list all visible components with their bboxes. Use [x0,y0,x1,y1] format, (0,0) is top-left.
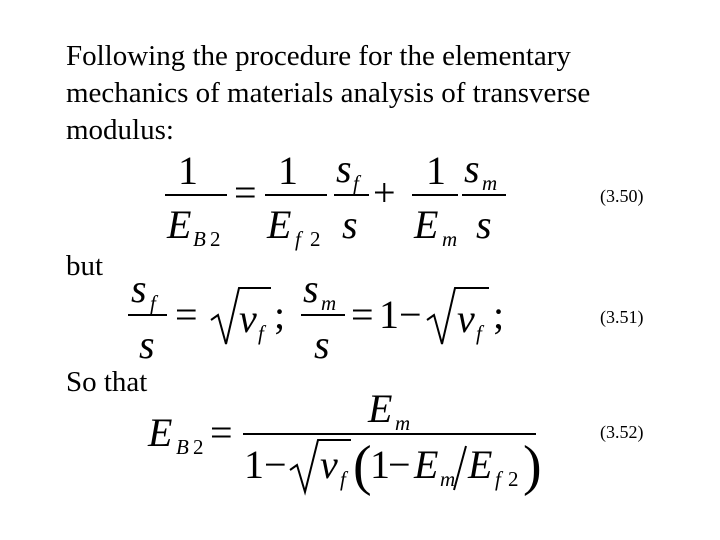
intro-paragraph: Following the procedure for the elementary mechanics of materials analysis of transverse modulus: [66,40,591,146]
svg-text:;: ; [493,292,505,337]
label-but: but [66,250,104,282]
svg-text:f: f [476,321,482,345]
svg-text:−: − [388,442,411,487]
svg-text:m: m [395,411,411,435]
svg-text:m: m [440,467,456,491]
svg-text:): ) [523,435,542,497]
svg-text:s: s [139,322,155,367]
svg-text:E: E [414,202,439,247]
svg-text:m: m [442,227,458,251]
svg-text:s: s [303,266,319,311]
svg-text:2: 2 [310,227,321,251]
svg-text:+: + [373,170,396,215]
svg-text:m: m [321,291,337,315]
svg-text:1: 1 [244,442,264,487]
svg-text:=: = [175,292,198,337]
svg-text:v: v [239,296,257,341]
svg-text:2: 2 [508,467,519,491]
svg-text:;: ; [274,292,286,337]
svg-text:1: 1 [426,148,446,193]
svg-text:E: E [148,410,173,455]
svg-text:f: f [353,171,359,195]
svg-text:E: E [267,202,292,247]
equation-number-3-52: (3.52) [600,422,644,442]
svg-text:f: f [150,291,156,315]
svg-text:=: = [210,410,233,455]
svg-text:E: E [167,202,192,247]
svg-text:B: B [193,227,206,251]
svg-text:s: s [131,266,147,311]
svg-text:−: − [399,292,422,337]
svg-text:f: f [258,321,264,345]
svg-text:2: 2 [193,435,204,459]
equation-number-3-51: (3.51) [600,307,644,327]
svg-text:f: f [495,467,501,491]
svg-text:−: − [264,442,287,487]
svg-text:1: 1 [278,148,298,193]
label-so-that: So that [66,366,148,398]
svg-text:E: E [414,442,439,487]
equation-3-50 [160,146,520,251]
svg-text:s: s [464,146,480,191]
equation-number-3-50: (3.50) [600,186,644,206]
svg-text:E: E [468,442,493,487]
svg-text:v: v [320,442,338,487]
svg-text:1: 1 [370,442,390,487]
svg-text:s: s [336,146,352,191]
svg-text:s: s [314,322,330,367]
equation-3-52 [148,388,548,498]
svg-text:m: m [482,171,498,195]
svg-text:v: v [457,296,475,341]
equation-3-51 [125,268,525,368]
svg-text:B: B [176,435,189,459]
svg-text:=: = [351,292,374,337]
svg-text:f: f [340,467,346,491]
svg-text:1: 1 [178,148,198,193]
svg-text:(: ( [353,435,372,497]
svg-text:f: f [295,227,301,251]
svg-text:s: s [342,202,358,247]
svg-text:=: = [234,170,257,215]
svg-text:1: 1 [379,292,399,337]
svg-text:s: s [476,202,492,247]
svg-text:2: 2 [210,227,221,251]
svg-text:E: E [368,386,393,431]
